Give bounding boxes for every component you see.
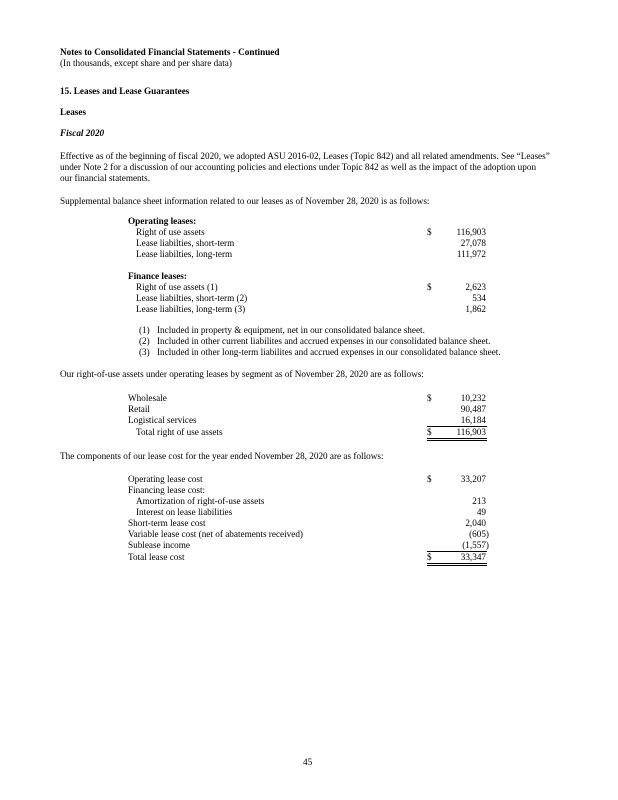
doc-title: Notes to Consolidated Financial Statements - Continued bbox=[60, 47, 280, 57]
table-row-value: 534 bbox=[472, 293, 486, 303]
table-row-label: Lease liabilties, short-term bbox=[136, 238, 235, 248]
table-row-value: (605) bbox=[469, 529, 489, 539]
table-row-value: 16,184 bbox=[460, 415, 486, 425]
total-value: 33,347 bbox=[460, 552, 486, 562]
table-row-value: 10,232 bbox=[460, 393, 486, 403]
subsection-heading: Leases bbox=[60, 107, 87, 117]
table-row-label: Short-term lease cost bbox=[128, 518, 206, 528]
footnote-text: Included in other long-term liabilites and accrued expenses in our consolidated balance sheet. bbox=[157, 347, 501, 357]
table-row-label: Lease liabilties, long-term bbox=[136, 249, 233, 259]
table-row-label: Logistical services bbox=[128, 415, 197, 425]
section-heading: 15. Leases and Lease Guarantees bbox=[60, 86, 190, 96]
table-row-value: 213 bbox=[472, 496, 486, 506]
balance-sheet-intro: Supplemental balance sheet information related to our leases as of November 28, 2020 is as follows: bbox=[60, 196, 430, 206]
total-value: 116,903 bbox=[456, 427, 486, 437]
total-label: Total right of use assets bbox=[136, 427, 223, 437]
double-rule-top bbox=[427, 563, 487, 564]
currency-symbol: $ bbox=[427, 474, 432, 484]
table-row-label: Interest on lease liabilities bbox=[136, 507, 233, 517]
table-row-value: 1,862 bbox=[465, 304, 486, 314]
table-row-value: 90,487 bbox=[460, 404, 486, 414]
footnote-text: Included in other current liabilites and accrued expenses in our consolidated balance sheet. bbox=[157, 336, 491, 346]
table-row-value: 2,040 bbox=[465, 518, 486, 528]
operating-leases-heading: Operating leases: bbox=[128, 216, 197, 226]
intro-line-1: Effective as of the beginning of fiscal 2020, we adopted ASU 2016-02, Leases (Topic 842) and all related amendments. See “Leases” bbox=[60, 151, 550, 161]
double-rule-bottom bbox=[427, 565, 487, 566]
double-rule-top bbox=[427, 438, 487, 439]
table-row-label: Sublease income bbox=[128, 540, 190, 550]
footnote-number: (3) bbox=[139, 347, 150, 357]
footnote-number: (1) bbox=[139, 325, 150, 335]
total-label: Total lease cost bbox=[128, 552, 185, 562]
cost-intro: The components of our lease cost for the year ended November 28, 2020 are as follows: bbox=[60, 451, 384, 461]
finance-leases-heading: Finance leases: bbox=[128, 271, 187, 281]
table-row-label: Right of use assets bbox=[136, 227, 205, 237]
table-row-value: 2,623 bbox=[465, 282, 486, 292]
table-row-value: 49 bbox=[476, 507, 486, 517]
double-rule-bottom bbox=[427, 440, 487, 441]
table-row-value: 33,207 bbox=[460, 474, 486, 484]
table-row-value: (1,557) bbox=[462, 540, 489, 550]
table-row-label: Financing lease cost: bbox=[128, 485, 206, 495]
footnote-number: (2) bbox=[139, 336, 150, 346]
table-row-label: Right of use assets (1) bbox=[136, 282, 218, 292]
footnote-text: Included in property & equipment, net in our consolidated balance sheet. bbox=[157, 325, 425, 335]
table-row-label: Lease liabilties, long-term (3) bbox=[136, 304, 246, 314]
currency-symbol: $ bbox=[427, 427, 432, 437]
table-row-label: Retail bbox=[128, 404, 150, 414]
table-row-label: Variable lease cost (net of abatements received) bbox=[128, 529, 303, 539]
currency-symbol: $ bbox=[427, 227, 432, 237]
page-number: 45 bbox=[303, 757, 313, 767]
currency-symbol: $ bbox=[427, 552, 432, 562]
table-row-value: 116,903 bbox=[456, 227, 486, 237]
doc-subtitle: (In thousands, except share and per share data) bbox=[60, 58, 232, 68]
table-row-label: Amortization of right-of-use assets bbox=[136, 496, 265, 506]
currency-symbol: $ bbox=[427, 393, 432, 403]
table-row-value: 27,078 bbox=[460, 238, 486, 248]
table-row-label: Wholesale bbox=[128, 393, 167, 403]
intro-line-2: under Note 2 for a discussion of our accounting policies and elections under Topic 842 as well as the impact of the adoption upon bbox=[60, 162, 537, 172]
table-row-label: Lease liabilties, short-term (2) bbox=[136, 293, 248, 303]
table-row-value: 111,972 bbox=[456, 249, 486, 259]
period-heading: Fiscal 2020 bbox=[60, 128, 105, 138]
segment-intro: Our right-of-use assets under operating leases by segment as of November 28, 2020 are as follows: bbox=[60, 369, 424, 379]
table-row-label: Operating lease cost bbox=[128, 474, 203, 484]
currency-symbol: $ bbox=[427, 282, 432, 292]
intro-line-3: our financial statements. bbox=[60, 173, 151, 183]
